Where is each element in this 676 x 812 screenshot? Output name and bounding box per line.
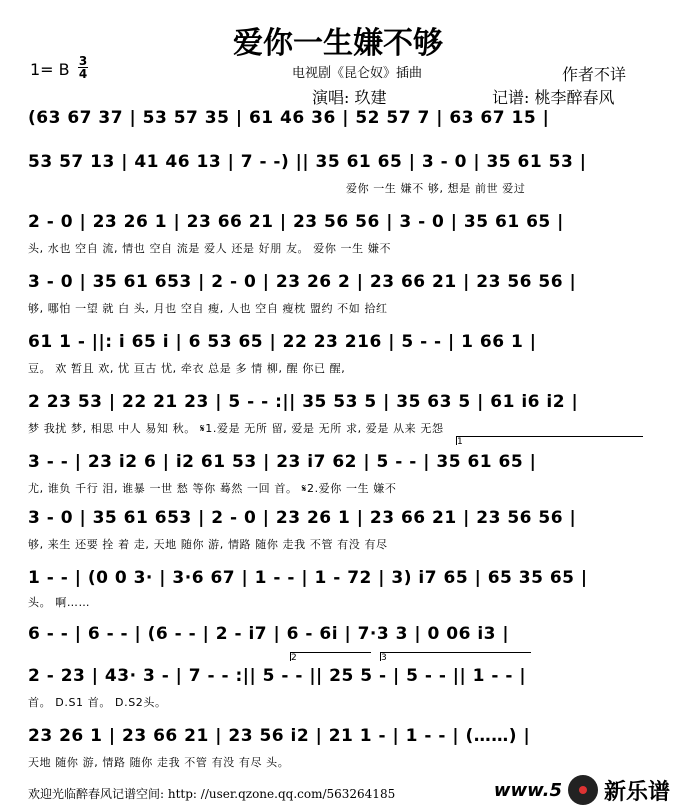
lyrics-line: 爱你 一生 嫌不 够, 想是 前世 爱过 bbox=[346, 182, 526, 195]
lyrics-line: 豆。 欢 暂且 欢, 忧 亘古 忧, 牵衣 总是 多 情 柳, 醒 你已 醒, bbox=[28, 362, 346, 375]
notes-line: 6 - - | 6 - - | (6 - - | 2 - i7 | 6 - 6i | 7·3 3 | 0 06 i3 | bbox=[28, 624, 510, 644]
notes-line: 2 - 0 | 23 26 1 | 23 66 21 | 23 56 56 | 3 - 0 | 35 61 65 | bbox=[28, 212, 564, 232]
lyrics-line: 天地 随你 游, 情路 随你 走我 不管 有没 有尽 头。 bbox=[28, 756, 290, 769]
notes-line: (63 67 37 | 53 57 35 | 61 46 36 | 52 57 7 | 63 67 15 | bbox=[28, 108, 550, 128]
footer-link-text: 欢迎光临醉春风记谱空间: http: //user.qzone.qq.com/563264185 bbox=[28, 787, 396, 801]
song-title: 爱你一生嫌不够 bbox=[233, 26, 443, 61]
notes-line: 23 26 1 | 23 66 21 | 23 56 i2 | 21 1 - | 1 - - | (……) | bbox=[28, 726, 531, 746]
volta-label: 2 bbox=[291, 653, 297, 663]
notes-line: 3 - 0 | 35 61 653 | 2 - 0 | 23 26 2 | 23 66 21 | 23 56 56 | bbox=[28, 272, 577, 292]
singer-credit: 演唱: 玖建 bbox=[312, 88, 387, 107]
lyrics-line: 够, 哪怕 一望 就 白 头, 月也 空自 瘦, 人也 空自 瘦枕 盟约 不如 拾红 bbox=[28, 302, 388, 315]
notes-line: 2 23 53 | 22 21 23 | 5 - - :|| 35 53 5 | 35 63 5 | 61 i6 i2 | bbox=[28, 392, 579, 412]
time-signature bbox=[78, 55, 88, 80]
meter-top: 3 bbox=[78, 54, 88, 68]
record-disc-icon bbox=[568, 775, 598, 805]
lyrics-line: 尤, 谁负 千行 泪, 谁暴 一世 愁 等你 蓦然 一回 首。 𝄋2.爱你 一生 嫌不 bbox=[28, 482, 397, 495]
lyrics-line: 首。 D.S1 首。 D.S2头。 bbox=[28, 696, 167, 709]
logo-url: www.5 bbox=[493, 779, 562, 801]
transcriber-credit: 记谱: 桃李醉春风 bbox=[492, 88, 615, 107]
lyrics-line: 头。 啊…… bbox=[28, 596, 91, 609]
volta-first-ending bbox=[290, 652, 371, 661]
lyrics-line: 头, 水也 空自 流, 情也 空自 流是 爱人 还是 好朋 友。 爱你 一生 嫌不 bbox=[28, 242, 392, 255]
meter-bottom: 4 bbox=[78, 67, 88, 81]
notes-line: 53 57 13 | 41 46 13 | 7 - -) || 35 61 65 | 3 - 0 | 35 61 53 | bbox=[28, 152, 587, 172]
notes-line: 2 - 23 | 43· 3 - | 7 - - :|| 5 - - || 25 5 - | 5 - - || 1 - - | bbox=[28, 666, 527, 686]
author-credit: 作者不详 bbox=[562, 65, 627, 84]
notes-line: 61 1 - ||: i 65 i | 6 53 65 | 22 23 216 | 5 - - | 1 66 1 | bbox=[28, 332, 537, 352]
volta-top-ending bbox=[456, 436, 643, 445]
notes-line: 1 - - | (0 0 3· | 3·6 67 | 1 - - | 1 - 72 | 3) i7 65 | 65 35 65 | bbox=[28, 568, 588, 588]
volta-second-ending bbox=[380, 652, 531, 661]
lyrics-line: 够, 来生 还要 拴 着 走, 天地 随你 游, 情路 随你 走我 不管 有没 有尽 bbox=[28, 538, 388, 551]
volta-label: 1 bbox=[457, 437, 463, 447]
volta-label: 3 bbox=[381, 653, 387, 663]
logo-name: 新乐谱 bbox=[603, 779, 670, 805]
site-logo bbox=[494, 770, 670, 810]
key-signature: 1= B bbox=[30, 60, 70, 79]
lyrics-line: 梦 我扰 梦, 相思 中人 易知 秋。 𝄋1.爱是 无所 留, 爱是 无所 求, 爱是 从来 无怨 bbox=[28, 422, 444, 435]
source-note: 电视剧《昆仑奴》插曲 bbox=[292, 66, 423, 81]
notes-line: 3 - 0 | 35 61 653 | 2 - 0 | 23 26 1 | 23 66 21 | 23 56 56 | bbox=[28, 508, 577, 528]
notes-line: 3 - - | 23 i2 6 | i2 61 53 | 23 i7 62 | 5 - - | 35 61 65 | bbox=[28, 452, 537, 472]
